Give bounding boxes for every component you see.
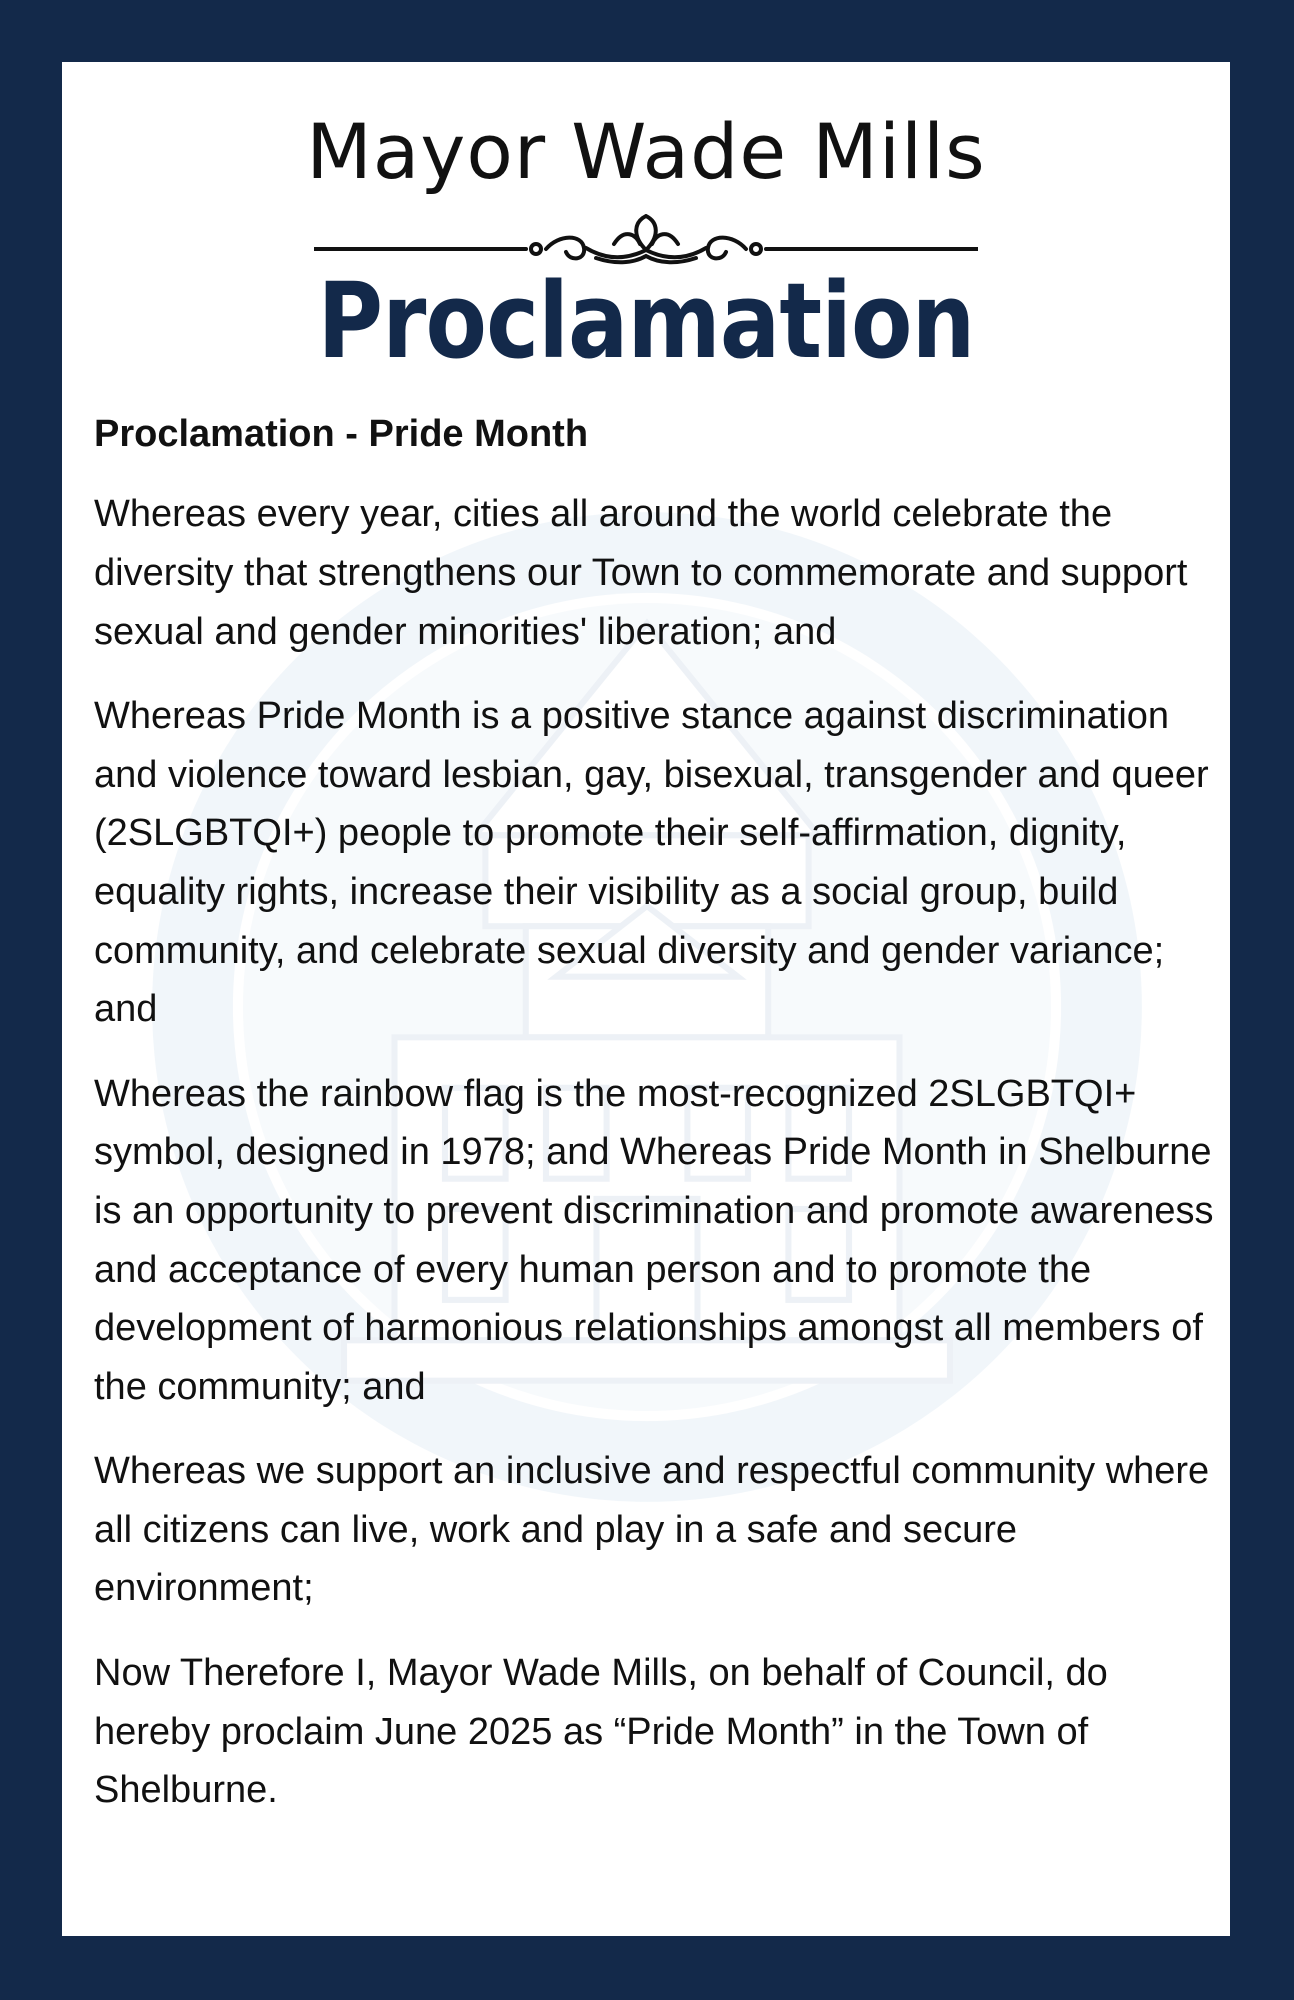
paragraph-whereas-rainbow-flag: Whereas the rainbow flag is the most-recognized 2SLGBTQI+ symbol, designed in 1978; and Whereas Pride Month in Shelburne is an opportunity to prevent discrimination and promote awareness and acceptance of every human person and to promote the development of harmonious relationships amongst all members of the community; and: [94, 1072, 1214, 1408]
proclamation-title: Proclamation: [317, 260, 975, 382]
mayor-name-heading: Mayor Wade Mills: [306, 107, 986, 196]
paragraph-whereas-pride-month: Whereas Pride Month is a positive stance against discrimination and violence toward lesbian, gay, bisexual, transgender and queer (2SLGBTQI+) people to promote their self-affirmation, dignity, equality rights, increase their visibility as a social group, build community, and celebrate sexual diversity and gender variance; and: [94, 695, 1209, 1031]
proclamation-card: [62, 62, 1230, 1936]
paragraph-whereas-celebrate: Whereas every year, cities all around the world celebrate the diversity that strengthens our Town to commemorate and support sexual and gender minorities' liberation; and: [94, 493, 1188, 653]
document-subtitle: Proclamation - Pride Month: [94, 413, 589, 455]
paragraph-now-therefore: Now Therefore I, Mayor Wade Mills, on behalf of Council, do hereby proclaim June 2025 as “Pride Month” in the Town of Shelburne.: [94, 1652, 1108, 1812]
proclamation-body: [94, 410, 1214, 1846]
paragraph-whereas-inclusive: Whereas we support an inclusive and respectful community where all citizens can live, work and play in a safe and secure environment;: [94, 1450, 1210, 1610]
